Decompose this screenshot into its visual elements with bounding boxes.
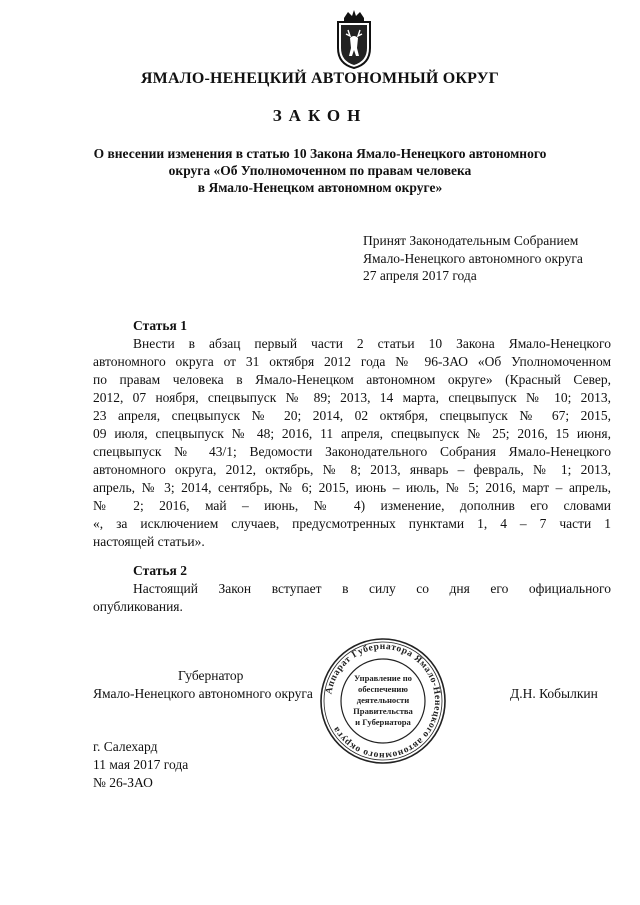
law-title-line: в Ямало-Ненецком автономном округе» xyxy=(197,180,443,195)
law-number: № 26-ЗАО xyxy=(93,775,153,790)
article-1-line: Внести в абзац первый части 2 статьи 10 Закона Ямало-Ненецкого xyxy=(133,336,611,351)
stamp-center-line: обеспечению xyxy=(358,684,408,694)
official-stamp xyxy=(318,636,448,766)
publication-details xyxy=(93,738,188,792)
stamp-center-line: и Губернатора xyxy=(355,717,411,727)
stamp-center-line: Управление по xyxy=(354,673,412,683)
article-1-line: по правам человека в Ямало-Ненецком автономном округе» (Красный Север, xyxy=(93,372,611,387)
adoption-line: Ямало-Ненецкого автономного округа xyxy=(363,250,583,266)
adoption-line: 27 апреля 2017 года xyxy=(363,268,477,283)
article-2-line: опубликования. xyxy=(93,599,183,614)
article-2-heading: Статья 2 xyxy=(133,563,187,578)
signatory-name: Д.Н. Кобылкин xyxy=(510,686,598,701)
article-1-heading: Статья 1 xyxy=(133,318,187,333)
law-title-line: округа «Об Уполномоченном по правам человека xyxy=(168,163,472,178)
law-title xyxy=(0,145,640,196)
article-2-text xyxy=(93,580,611,616)
region-heading: ЯМАЛО-НЕНЕЦКИЙ АВТОНОМНЫЙ ОКРУГ xyxy=(140,70,500,87)
stamp-ring-text: Аппарат Губернатора Ямало-Ненецкого автономного округа xyxy=(324,641,443,761)
article-1-line: 09 июля, спецвыпуск № 48; 2016, 11 апреля, спецвыпуск № 25; 2016, 15 июня, xyxy=(93,426,611,441)
adoption-note xyxy=(363,232,583,285)
article-1-line: автономного округа от 31 октября 2012 года № 96-ЗАО «Об Уполномоченном xyxy=(93,354,611,369)
article-1-line: № 2; 2016, май – июнь, № 4) изменение, дополнив его словами xyxy=(93,498,611,513)
article-1-line: 2012, 07 ноября, спецвыпуск № 89; 2013, 14 марта, спецвыпуск № 10; 2013, xyxy=(93,390,611,405)
adoption-line: Принят Законодательным Собранием xyxy=(363,233,579,248)
article-1-line: 23 апреля, спецвыпуск № 20; 2014, 02 октября, спецвыпуск № 67; 2015, xyxy=(93,408,611,423)
city: г. Салехард xyxy=(93,739,158,754)
stamp-center-line: Правительства xyxy=(353,706,413,716)
article-1-text xyxy=(93,335,611,551)
article-1-line: автономного округа, 2012, октябрь, № 8; 2013, январь – февраль, № 1; 2013, xyxy=(93,462,611,477)
signatory-title: Губернатор xyxy=(178,668,244,683)
coat-of-arms-emblem xyxy=(330,8,378,70)
article-1-line: «, за исключением случаев, предусмотренных пунктами 1, 4 – 7 части 1 xyxy=(93,516,611,531)
article-2-line: Настоящий Закон вступает в силу со дня его официального xyxy=(133,581,611,596)
signing-date: 11 мая 2017 года xyxy=(93,757,189,772)
article-1-line: спецвыпуск № 43/1; Ведомости Законодательного Собрания Ямало-Ненецкого xyxy=(93,444,611,459)
article-1-line: апрель, № 3; 2014, сентябрь, № 6; 2015, июнь – июль, № 5; 2016, март – апрель, xyxy=(93,480,611,495)
document-type: ЗАКОН xyxy=(272,106,368,125)
article-1-line: настоящей статьи». xyxy=(93,534,205,549)
law-title-line: О внесении изменения в статью 10 Закона Ямало-Ненецкого автономного xyxy=(93,146,547,161)
signatory-organization: Ямало-Ненецкого автономного округа xyxy=(93,686,313,701)
stamp-center-line: деятельности xyxy=(356,695,410,705)
